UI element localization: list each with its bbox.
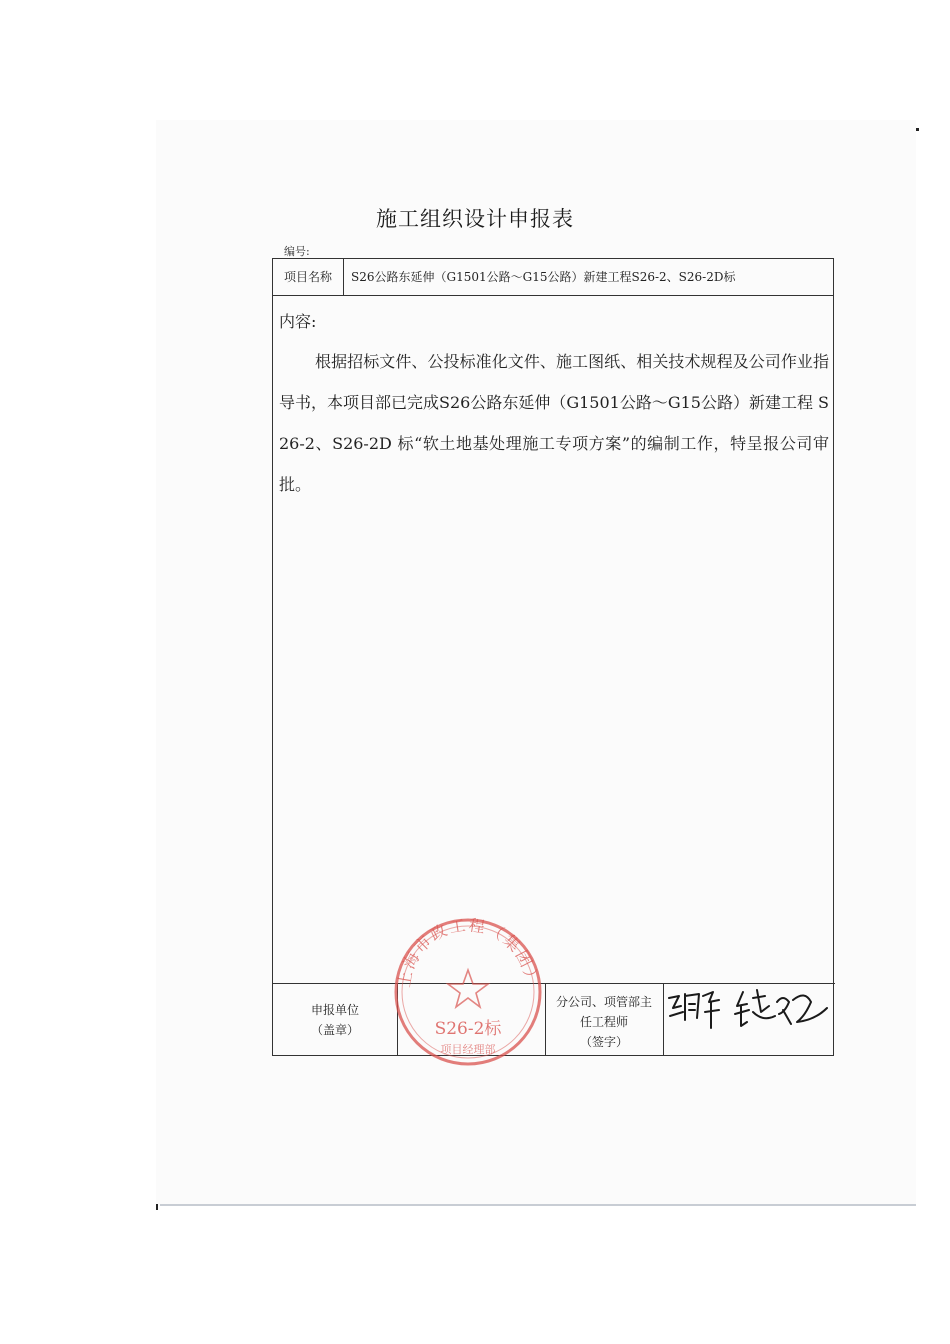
application-form [272,258,834,1056]
engineer-label-cell [545,984,664,1056]
reporting-unit-seal-note: （盖章） [310,1023,359,1037]
company-seal-stamp [388,912,548,1072]
project-name-value: S26公路东延伸（G1501公路～G15公路）新建工程S26-2、S26-2D标 [351,270,736,284]
reporting-unit-label: 申报单位 [310,1003,359,1017]
reporting-unit-label-cell [273,984,398,1056]
engineer-label-line-1: 分公司、项管部主 [555,995,652,1009]
project-name-label: 项目名称 [273,259,344,295]
engineer-label-line-2: 任工程师 [579,1015,628,1029]
project-row [273,259,833,296]
engineer-sign-note: （签字） [579,1035,628,1049]
document-title: 施工组织设计申报表 [376,207,574,231]
seal-arc-text: 上海市政工程（集团） [394,915,542,989]
seal-bottom-text: 项目经理部 [440,1043,496,1056]
seal-center-text: S26-2标 [434,1019,502,1039]
serial-number-label: 编号: [284,245,310,258]
handwritten-signature [665,982,831,1042]
scan-mark [156,1204,158,1210]
scan-edge-line [160,1204,916,1206]
content-label: 内容: [279,312,317,331]
content-body: 根据招标文件、公投标准化文件、施工图纸、相关技术规程及公司作业指导书，本项目部已完成S26公路东延伸（G1501公路～G15公路）新建工程 S26-2、S26-2D 标“软土地基处理施工专项方案”的编制工作，特呈报公司审批。 [279,352,830,494]
scan-mark [916,128,919,131]
